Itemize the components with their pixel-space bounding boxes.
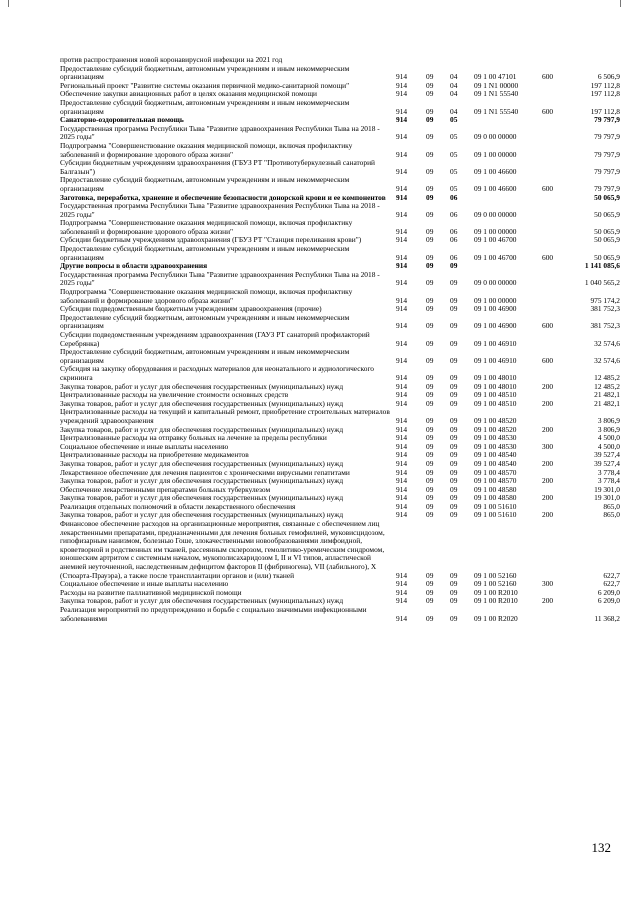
ministry-code: 914 [396, 304, 408, 314]
row-name: против распространения новой коронавирусной инфекции на 2021 год [60, 55, 283, 64]
amount: 79 797,9 [594, 115, 620, 125]
expense-type-code: 600 [542, 106, 554, 116]
table-row [60, 288, 620, 305]
table-row [60, 271, 620, 288]
target-article-code: 09 1 00 00000 [474, 149, 517, 159]
subsection-code: 09 [450, 338, 458, 348]
ministry-code: 914 [396, 458, 408, 468]
amount: 19 301,0 [594, 484, 620, 494]
target-article-code: 09 0 00 00000 [474, 278, 517, 288]
target-article-code: 09 1 00 48570 [474, 467, 517, 477]
ministry-code: 914 [396, 493, 408, 503]
target-article-code: 09 1 00 47101 [474, 72, 517, 82]
ministry-code: 914 [396, 510, 408, 520]
subsection-code: 09 [450, 381, 458, 391]
ministry-code: 914 [396, 596, 408, 606]
subsection-code: 04 [450, 89, 458, 99]
ministry-code: 914 [396, 570, 408, 580]
table-row [60, 365, 620, 382]
section-code: 09 [426, 450, 434, 460]
target-article-code: 09 1 00 46600 [474, 183, 517, 193]
ministry-code: 914 [396, 166, 408, 176]
target-article-code: 09 1 00 51610 [474, 510, 517, 520]
section-code: 09 [426, 398, 434, 408]
subsection-code: 09 [450, 613, 458, 623]
expense-type-code: 200 [542, 381, 554, 391]
section-code: 09 [426, 321, 434, 331]
section-code: 09 [426, 458, 434, 468]
section-code: 09 [426, 338, 434, 348]
ministry-code: 914 [396, 106, 408, 116]
section-code: 09 [426, 132, 434, 142]
ministry-code: 914 [396, 338, 408, 348]
amount: 79 797,9 [594, 183, 620, 193]
amount: 39 527,4 [594, 458, 620, 468]
amount: 21 482,1 [594, 398, 620, 408]
section-code: 09 [426, 106, 434, 116]
section-code: 09 [426, 441, 434, 451]
section-code: 09 [426, 484, 434, 494]
expense-type-code: 200 [542, 596, 554, 606]
ministry-code: 914 [396, 252, 408, 262]
amount: 975 174,2 [590, 295, 620, 305]
row-name: Закупка товаров, работ и услуг для обеспечения государственных (муниципальных) нужд [60, 493, 344, 503]
row-name: Предоставление субсидий бюджетным, автономным учреждениям и иным некоммерческим организациям [60, 63, 350, 82]
section-code: 09 [426, 424, 434, 434]
ministry-code: 914 [396, 372, 408, 382]
ministry-code: 914 [396, 295, 408, 305]
subsection-code: 05 [450, 115, 458, 125]
section-code: 09 [426, 433, 434, 443]
section-code: 09 [426, 372, 434, 382]
amount: 6 506,9 [597, 72, 620, 82]
target-article-code: 09 1 00 46900 [474, 304, 517, 314]
target-article-code: 09 1 00 48010 [474, 381, 517, 391]
amount: 3 778,4 [597, 467, 620, 477]
target-article-code: 09 1 00 00000 [474, 295, 517, 305]
subsection-code: 06 [450, 209, 458, 219]
table-row [60, 408, 620, 425]
section-code: 09 [426, 493, 434, 503]
section-code: 09 [426, 390, 434, 400]
section-code: 09 [426, 115, 434, 125]
amount: 197 112,8 [590, 80, 620, 90]
target-article-code: 09 1 00 48580 [474, 493, 517, 503]
subsection-code: 09 [450, 596, 458, 606]
section-code: 09 [426, 209, 434, 219]
ministry-code: 914 [396, 115, 408, 125]
expense-type-code: 300 [542, 441, 554, 451]
expense-type-code: 200 [542, 398, 554, 408]
row-name: Обеспечение закупки авиационных работ в целях оказания медицинской помощи [60, 89, 317, 99]
amount: 12 485,2 [594, 372, 620, 382]
ministry-code: 914 [396, 484, 408, 494]
row-name: Подпрограмма "Совершенствование оказания медицинской помощи, включая профилактику заболеваний и формирование здорового образа жизни" [60, 140, 353, 159]
section-code: 09 [426, 192, 434, 202]
amount: 1 141 085,6 [584, 261, 620, 271]
amount: 197 112,8 [590, 106, 620, 116]
target-article-code: 09 1 N1 55540 [474, 106, 519, 116]
row-name: Другие вопросы в области здравоохранения [60, 261, 208, 271]
row-name: Централизованные расходы на увеличение стоимости основных средств [60, 390, 289, 400]
ministry-code: 914 [396, 183, 408, 193]
ministry-code: 914 [396, 467, 408, 477]
section-code: 09 [426, 295, 434, 305]
ministry-code: 914 [396, 72, 408, 82]
ministry-code: 914 [396, 450, 408, 460]
amount: 865,0 [603, 501, 620, 511]
section-code: 09 [426, 89, 434, 99]
table-row [60, 65, 620, 82]
row-name: Закупка товаров, работ и услуг для обеспечения государственных (муниципальных) нужд [60, 510, 344, 520]
subsection-code: 06 [450, 192, 458, 202]
ministry-code: 914 [396, 501, 408, 511]
target-article-code: 09 1 00 00000 [474, 226, 517, 236]
target-article-code: 09 1 00 48520 [474, 415, 517, 425]
target-article-code: 09 1 00 48510 [474, 398, 517, 408]
amount: 50 065,9 [594, 235, 620, 245]
section-code: 09 [426, 235, 434, 245]
target-article-code: 09 1 00 46600 [474, 166, 517, 176]
section-code: 09 [426, 381, 434, 391]
subsection-code: 09 [450, 570, 458, 580]
section-code: 09 [426, 570, 434, 580]
target-article-code: 09 1 00 48530 [474, 441, 517, 451]
target-article-code: 09 1 00 48540 [474, 458, 517, 468]
subsection-code: 09 [450, 398, 458, 408]
target-article-code: 09 1 00 46700 [474, 252, 517, 262]
target-article-code: 09 1 00 46910 [474, 338, 517, 348]
subsection-code: 09 [450, 484, 458, 494]
ministry-code: 914 [396, 226, 408, 236]
amount: 50 065,9 [594, 209, 620, 219]
row-name: Централизованные расходы на отправку больных на лечение за пределы республики [60, 433, 327, 443]
subsection-code: 09 [450, 587, 458, 597]
target-article-code: 09 1 00 46700 [474, 235, 517, 245]
row-name: Предоставление субсидий бюджетным, автономным учреждениям и иным некоммерческим организациям [60, 244, 350, 262]
row-name: Заготовка, переработка, хранение и обеспечение безопасности донорской крови и ее компонентов [60, 192, 386, 202]
row-name: Закупка товаров, работ и услуг для обеспечения государственных (муниципальных) нужд [60, 424, 344, 434]
row-name: Реализация мероприятий по предупреждению и борьбе с социально значимыми инфекционными заболеваниями [60, 605, 367, 623]
table-row [60, 348, 620, 365]
amount: 381 752,3 [590, 304, 620, 314]
subsection-code: 09 [450, 579, 458, 589]
ministry-code: 914 [396, 424, 408, 434]
target-article-code: 09 1 00 48580 [474, 484, 517, 494]
section-code: 09 [426, 355, 434, 365]
amount: 50 065,9 [594, 192, 620, 202]
target-article-code: 09 1 00 R2010 [474, 587, 518, 597]
subsection-code: 09 [450, 295, 458, 305]
amount: 19 301,0 [594, 493, 620, 503]
table-row [60, 606, 620, 623]
row-name: Закупка товаров, работ и услуг для обеспечения государственных (муниципальных) нужд [60, 381, 344, 391]
table-row [60, 314, 620, 331]
amount: 4 500,0 [597, 441, 620, 451]
subsection-code: 09 [450, 433, 458, 443]
ministry-code: 914 [396, 80, 408, 90]
expense-type-code: 600 [542, 321, 554, 331]
scan-edge-mark-left [8, 0, 9, 7]
subsection-code: 09 [450, 415, 458, 425]
row-name: Закупка товаров, работ и услуг для обеспечения государственных (муниципальных) нужд [60, 398, 344, 408]
ministry-code: 914 [396, 261, 408, 271]
subsection-code: 04 [450, 72, 458, 82]
row-name: Централизованные расходы на приобретение медикаментов [60, 450, 249, 460]
row-name: Предоставление субсидий бюджетным, автономным учреждениям и иным некоммерческим организациям [60, 312, 350, 331]
ministry-code: 914 [396, 415, 408, 425]
subsection-code: 09 [450, 501, 458, 511]
amount: 865,0 [603, 510, 620, 520]
amount: 381 752,3 [590, 321, 620, 331]
expense-type-code: 600 [542, 355, 554, 365]
row-name: Государственная программа Республики Тыва "Развитие здравоохранения Республики Тыва на 2018 - 2025 годы" [60, 269, 380, 288]
table-row [60, 159, 620, 176]
subsection-code: 06 [450, 235, 458, 245]
ministry-code: 914 [396, 390, 408, 400]
amount: 3 806,9 [597, 424, 620, 434]
row-name: Государственная программа Республики Тыва "Развитие здравоохранения Республики Тыва на 2018 - 2025 годы" [60, 201, 380, 219]
amount: 11 368,2 [594, 613, 620, 623]
expense-type-code: 300 [542, 579, 554, 589]
ministry-code: 914 [396, 321, 408, 331]
ministry-code: 914 [396, 89, 408, 99]
row-name: Закупка товаров, работ и услуг для обеспечения государственных (муниципальных) нужд [60, 476, 344, 486]
row-name: Централизованные расходы на текущий и капитальный ремонт, приобретение строительных материалов учреждений здравоохранения [60, 407, 390, 425]
section-code: 09 [426, 476, 434, 486]
ministry-code: 914 [396, 278, 408, 288]
amount: 50 065,9 [594, 226, 620, 236]
amount: 32 574,6 [594, 355, 620, 365]
amount: 32 574,6 [594, 338, 620, 348]
ministry-code: 914 [396, 441, 408, 451]
section-code: 09 [426, 596, 434, 606]
expense-type-code: 200 [542, 424, 554, 434]
row-name: Предоставление субсидий бюджетным, автономным учреждениям и иным некоммерческим организациям [60, 175, 350, 193]
subsection-code: 09 [450, 355, 458, 365]
ministry-code: 914 [396, 381, 408, 391]
row-name: Реализация отдельных полномочий в области лекарственного обеспечения [60, 501, 296, 511]
section-code: 09 [426, 501, 434, 511]
section-code: 09 [426, 183, 434, 193]
target-article-code: 09 1 00 48010 [474, 372, 517, 382]
ministry-code: 914 [396, 613, 408, 623]
row-name: Закупка товаров, работ и услуг для обеспечения государственных (муниципальных) нужд [60, 596, 344, 606]
table-row [60, 331, 620, 348]
target-article-code: 09 1 00 52160 [474, 570, 517, 580]
section-code: 09 [426, 587, 434, 597]
amount: 4 500,0 [597, 433, 620, 443]
target-article-code: 09 1 00 48570 [474, 476, 517, 486]
subsection-code: 09 [450, 450, 458, 460]
subsection-code: 06 [450, 252, 458, 262]
subsection-code: 09 [450, 493, 458, 503]
row-name: Субсидия на закупку оборудования и расходных материалов для неонатального и аудиологического скрининга [60, 364, 375, 382]
table-row [60, 202, 620, 219]
amount: 3 806,9 [597, 415, 620, 425]
subsection-code: 09 [450, 424, 458, 434]
ministry-code: 914 [396, 476, 408, 486]
ministry-code: 914 [396, 398, 408, 408]
section-code: 09 [426, 304, 434, 314]
table-row [60, 125, 620, 142]
amount: 197 112,8 [590, 89, 620, 99]
target-article-code: 09 0 00 00000 [474, 132, 517, 142]
ministry-code: 914 [396, 587, 408, 597]
subsection-code: 09 [450, 372, 458, 382]
target-article-code: 09 1 N1 00000 [474, 80, 519, 90]
row-name: Региональный проект "Развитие системы оказания первичной медико-санитарной помощи" [60, 80, 350, 90]
ministry-code: 914 [396, 433, 408, 443]
target-article-code: 09 1 00 52160 [474, 579, 517, 589]
subsection-code: 05 [450, 132, 458, 142]
section-code: 09 [426, 278, 434, 288]
table-row [60, 520, 620, 580]
subsection-code: 09 [450, 390, 458, 400]
ministry-code: 914 [396, 209, 408, 219]
amount: 6 209,0 [597, 596, 620, 606]
amount: 622,7 [603, 570, 620, 580]
subsection-code: 06 [450, 226, 458, 236]
target-article-code: 09 1 00 46910 [474, 355, 517, 365]
table-row [60, 99, 620, 116]
section-code: 09 [426, 613, 434, 623]
subsection-code: 05 [450, 183, 458, 193]
subsection-code: 09 [450, 458, 458, 468]
ministry-code: 914 [396, 235, 408, 245]
row-name: Субсидии подведомственным бюджетным учреждениям здравоохранения (прочие) [60, 304, 322, 314]
subsection-code: 09 [450, 278, 458, 288]
expense-type-code: 600 [542, 252, 554, 262]
section-code: 09 [426, 415, 434, 425]
amount: 1 040 565,2 [584, 278, 620, 288]
amount: 79 797,9 [594, 149, 620, 159]
subsection-code: 04 [450, 80, 458, 90]
row-name: Субсидии подведомственным учреждениям здравоохранения (ГАУЗ РТ санаторий профилакторий Серебрянка) [60, 330, 370, 348]
amount: 79 797,9 [594, 132, 620, 142]
target-article-code: 09 1 00 46900 [474, 321, 517, 331]
section-code: 09 [426, 510, 434, 520]
subsection-code: 09 [450, 321, 458, 331]
section-code: 09 [426, 252, 434, 262]
subsection-code: 05 [450, 149, 458, 159]
expense-type-code: 600 [542, 72, 554, 82]
expense-type-code: 200 [542, 476, 554, 486]
row-name: Финансовое обеспечение расходов на организационные мероприятия, связанные с обеспечением лиц лекарственными препаратами, предназначенными для лечения больных гемофилией, муковисцидозом, гипофизарным нанизмом, болезнью Гоше, злокачественными новообразованиями лимфоидной, кроветворной и родственных им тканей, рассеянным склерозом, гемолитико-уремическим синдромом, юношеским артритом с системным началом, мукополисахаридозом I, II и VI типов, апластической анемией неуточненной, наследственным дефицитом факторов II (фибриногена), VII (лабильного), X (Стюарта-Прауэра), а также после трансплантации органов и (или) тканей [60, 519, 385, 580]
table-row [60, 245, 620, 262]
ministry-code: 914 [396, 149, 408, 159]
ministry-code: 914 [396, 355, 408, 365]
amount: 3 778,4 [597, 476, 620, 486]
row-name: Санаторно-оздоровительная помощь [60, 115, 184, 125]
target-article-code: 09 1 00 R2020 [474, 613, 518, 623]
expense-type-code: 200 [542, 510, 554, 520]
subsection-code: 09 [450, 441, 458, 451]
target-article-code: 09 1 00 51610 [474, 501, 517, 511]
target-article-code: 09 0 00 00000 [474, 209, 517, 219]
row-name: Социальное обеспечение и иные выплаты населению [60, 441, 229, 451]
row-name: Закупка товаров, работ и услуг для обеспечения государственных (муниципальных) нужд [60, 458, 344, 468]
amount: 6 209,0 [597, 587, 620, 597]
amount: 50 065,9 [594, 252, 620, 262]
subsection-code: 09 [450, 467, 458, 477]
section-code: 09 [426, 72, 434, 82]
expense-type-code: 600 [542, 183, 554, 193]
subsection-code: 09 [450, 304, 458, 314]
amount: 39 527,4 [594, 450, 620, 460]
expense-type-code: 200 [542, 493, 554, 503]
page-number: 132 [591, 840, 611, 855]
section-code: 09 [426, 80, 434, 90]
table-row [60, 219, 620, 236]
row-name: Расходы на развитие паллиативной медицинской помощи [60, 587, 242, 597]
expense-type-code: 200 [542, 458, 554, 468]
row-name: Предоставление субсидий бюджетным, автономным учреждениям и иным некоммерческим организациям [60, 97, 350, 116]
row-name: Предоставление субсидий бюджетным, автономным учреждениям и иным некоммерческим организациям [60, 347, 350, 365]
target-article-code: 09 1 00 48540 [474, 450, 517, 460]
table-row [60, 142, 620, 159]
subsection-code: 09 [450, 476, 458, 486]
table-row [60, 176, 620, 193]
row-name: Субсидии бюджетным учреждениям здравоохранения (ГБУЗ РТ "Станция переливания крови") [60, 235, 362, 245]
scan-edge-mark-right [620, 0, 621, 7]
subsection-code: 09 [450, 510, 458, 520]
section-code: 09 [426, 261, 434, 271]
ministry-code: 914 [396, 192, 408, 202]
row-name: Лекарственное обеспечение для лечения пациентов с хроническими вирусными гепатитами [60, 467, 350, 477]
row-name: Подпрограмма "Совершенствование оказания медицинской помощи, включая профилактику заболеваний и формирование здорового образа жизни" [60, 287, 353, 305]
target-article-code: 09 1 00 48510 [474, 390, 517, 400]
row-name: Обеспечение лекарственными препаратами больных туберкулезом [60, 484, 271, 494]
row-name: Субсидии бюджетным учреждениям здравоохранения (ГБУЗ РТ "Противотуберкулезный санаторий Балгазын") [60, 158, 375, 176]
section-code: 09 [426, 166, 434, 176]
amount: 622,7 [603, 579, 620, 589]
subsection-code: 04 [450, 106, 458, 116]
section-code: 09 [426, 226, 434, 236]
row-name: Подпрограмма "Совершенствование оказания медицинской помощи, включая профилактику заболеваний и формирование здорового образа жизни" [60, 218, 353, 236]
target-article-code: 09 1 N1 55540 [474, 89, 519, 99]
amount: 21 482,1 [594, 390, 620, 400]
row-name: Государственная программа Республики Тыва "Развитие здравоохранения Республики Тыва на 2018 - 2025 годы" [60, 123, 380, 142]
amount: 79 797,9 [594, 166, 620, 176]
budget-table [60, 56, 620, 623]
subsection-code: 05 [450, 166, 458, 176]
subsection-code: 09 [450, 261, 458, 271]
row-name: Социальное обеспечение и иные выплаты населению [60, 579, 229, 589]
ministry-code: 914 [396, 132, 408, 142]
ministry-code: 914 [396, 579, 408, 589]
target-article-code: 09 1 00 48520 [474, 424, 517, 434]
section-code: 09 [426, 579, 434, 589]
target-article-code: 09 1 00 R2010 [474, 596, 518, 606]
target-article-code: 09 1 00 48530 [474, 433, 517, 443]
amount: 12 485,2 [594, 381, 620, 391]
section-code: 09 [426, 149, 434, 159]
section-code: 09 [426, 467, 434, 477]
